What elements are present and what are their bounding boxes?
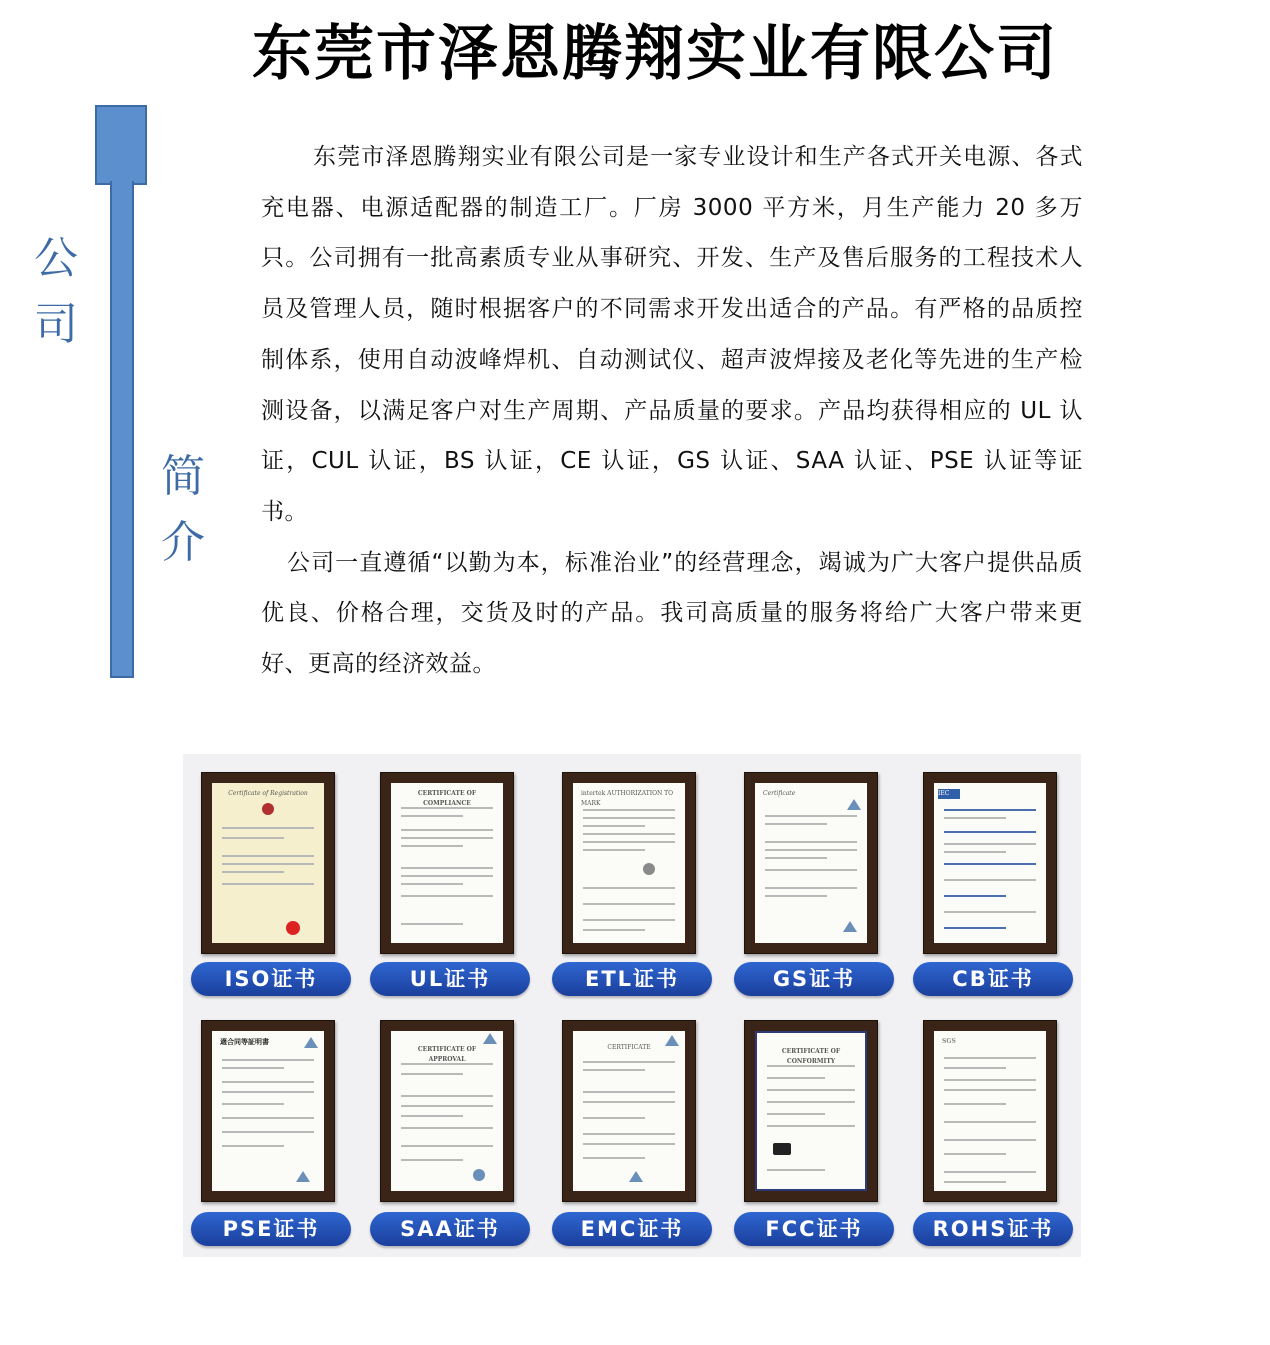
gs-mark-icon <box>843 921 857 932</box>
badge-saa: SAA证书 <box>370 1212 530 1246</box>
fc-logo-icon <box>773 1143 791 1155</box>
certificate-frame <box>201 1020 335 1202</box>
certificate-frame <box>923 1020 1057 1202</box>
badge-rohs: ROHS证书 <box>913 1212 1073 1246</box>
certificate-document <box>573 1031 685 1191</box>
certificate-document <box>934 1031 1046 1191</box>
badge-etl: ETL证书 <box>552 962 712 996</box>
certificate-document <box>755 1031 867 1191</box>
etl-mark-icon <box>643 863 655 875</box>
doc-header: CERTIFICATE <box>607 1044 651 1051</box>
certificate-document <box>391 783 503 943</box>
certificate-gallery <box>183 754 1081 1257</box>
side-label-char: 公 <box>34 233 78 284</box>
doc-header: Certificate of Registration <box>228 790 308 797</box>
tuv-logo-icon <box>847 799 861 810</box>
doc-header: intertek AUTHORIZATION TO MARK <box>581 790 674 807</box>
badge-ul: UL证书 <box>370 962 530 996</box>
doc-header: SGS <box>942 1038 956 1045</box>
badge-emc: EMC证书 <box>552 1212 712 1246</box>
side-label-char: 介 <box>161 517 205 568</box>
tuv-logo-icon <box>665 1035 679 1046</box>
side-label-company <box>30 226 82 358</box>
doc-header: Certificate <box>763 790 796 797</box>
intro-paragraph-2: 公司一直遵循“以勤为本，标准治业”的经营理念，竭诚为广大客户提供品质优良、价格合理，交货及时的产品。我司高质量的服务将给广大客户带来更好、更高的经济效益。 <box>261 549 1083 678</box>
certificate-document <box>755 783 867 943</box>
seal-icon <box>262 803 274 815</box>
certificate-frame <box>744 1020 878 1202</box>
company-title: 东莞市泽恩腾翔实业有限公司 <box>252 19 1058 89</box>
certificate-frame <box>380 1020 514 1202</box>
tuv-logo-icon <box>483 1033 497 1044</box>
badge-fcc: FCC证书 <box>734 1212 894 1246</box>
badge-gs: GS证书 <box>734 962 894 996</box>
certificate-frame <box>562 1020 696 1202</box>
certificate-document <box>934 783 1046 943</box>
certificate-document <box>391 1031 503 1191</box>
badge-cb: CB证书 <box>913 962 1073 996</box>
side-label-char: 司 <box>34 299 78 350</box>
badge-iso: ISO证书 <box>191 962 351 996</box>
certificate-frame <box>380 772 514 954</box>
certificate-document <box>212 1031 324 1191</box>
emc-mark-icon <box>629 1171 643 1182</box>
certificate-frame <box>923 772 1057 954</box>
doc-header: IEC <box>938 789 960 799</box>
certificate-frame <box>562 772 696 954</box>
side-label-char: 简 <box>161 451 205 502</box>
decorative-bar-stem <box>110 181 134 678</box>
doc-header: 適合同等証明書 <box>220 1037 269 1046</box>
badge-pse: PSE证书 <box>191 1212 351 1246</box>
doc-header: CERTIFICATE OF APPROVAL <box>417 1046 477 1063</box>
pse-mark-icon <box>296 1171 310 1182</box>
doc-header: CERTIFICATE OF COMPLIANCE <box>417 790 477 807</box>
certificate-document <box>212 783 324 943</box>
stamp-icon <box>286 921 300 935</box>
certificate-document <box>573 783 685 943</box>
side-label-intro <box>157 444 209 576</box>
tuv-logo-icon <box>304 1037 318 1048</box>
certificate-frame <box>201 772 335 954</box>
decorative-bar-head <box>95 105 147 185</box>
intro-paragraph-1: 东莞市泽恩腾翔实业有限公司是一家专业设计和生产各式开关电源、各式充电器、电源适配器的制造工厂。厂房 3000 平方米，月生产能力 20 多万只。公司拥有一批高素质专业从事研究、开发、生产及售后服务的工程技术人员及管理人员，随时根据客户的不同需求开发出适合的产品。有严格的品质控制体系，使用自动波峰焊机、自动测试仪、超声波焊接及老化等先进的生产检测设备，以满足客户对生产周期、产品质量的要求。产品均获得相应的 UL 认证，CUL 认证，BS 认证，CE 认证，GS 认证、SAA 认证、PSE 认证等证书。 <box>261 144 1083 525</box>
company-intro <box>261 132 1083 690</box>
certificate-frame <box>744 772 878 954</box>
saa-mark-icon <box>473 1169 485 1181</box>
doc-header: CERTIFICATE OF CONFORMITY <box>781 1048 841 1065</box>
